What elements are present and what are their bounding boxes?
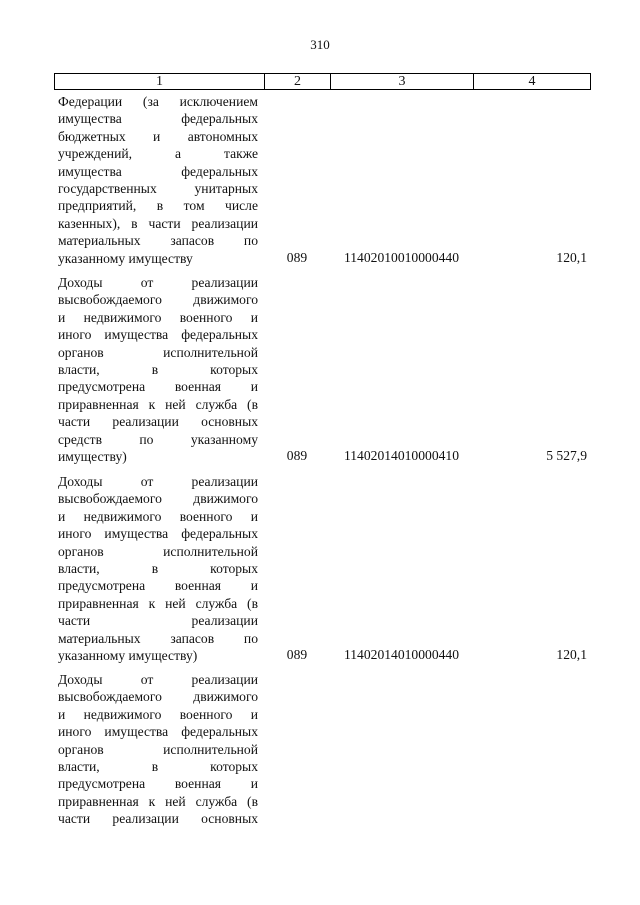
page-number: 310 [310, 37, 330, 52]
description-line: Доходы от реализации [58, 275, 258, 290]
description-line: иного имущества федеральных [58, 724, 258, 740]
admin-code: 089 [286, 250, 308, 265]
header-col-4: 4 [474, 74, 591, 90]
kbk-code: 11402014010000410 [343, 448, 460, 463]
header-col-2: 2 [265, 74, 331, 90]
description-line: власти, в которых [58, 362, 258, 378]
description-line: и недвижимого военного и [58, 309, 258, 325]
description-line: материальных запасов по [58, 630, 258, 646]
row-description [58, 473, 258, 664]
description-line: приравненная к ней служба (в [58, 793, 258, 809]
header-col-1: 1 [55, 74, 265, 90]
admin-code: 089 [286, 448, 308, 463]
description-line: имуществу) [58, 449, 127, 465]
description-line: высвобождаемого движимого [58, 491, 258, 507]
description-line: части реализации основных [58, 414, 258, 430]
description-line: имущества федеральных [58, 163, 258, 179]
amount: 120,1 [556, 647, 587, 662]
row-description [58, 671, 258, 828]
kbk-code: 11402010010000440 [343, 250, 460, 265]
description-line: высвобождаемого движимого [58, 689, 258, 705]
description-line: органов исполнительной [58, 741, 258, 757]
description-line: и недвижимого военного и [58, 508, 258, 524]
description-line: бюджетных и автономных [58, 128, 258, 144]
description-line: указанному имуществу [58, 250, 193, 266]
description-line: власти, в которых [58, 561, 258, 577]
amount: 120,1 [556, 250, 587, 265]
description-line: власти, в которых [58, 759, 258, 775]
description-line: иного имущества федеральных [58, 526, 258, 542]
amount: 5 527,9 [546, 448, 587, 463]
description-line: части реализации [58, 613, 258, 629]
description-line: предусмотрена военная и [58, 379, 258, 395]
description-line: указанному имуществу) [58, 648, 198, 664]
description-line: имущества федеральных [58, 111, 258, 127]
description-line: высвобождаемого движимого [58, 292, 258, 308]
row-description [58, 93, 258, 267]
description-line: учреждений, а также [58, 146, 258, 162]
description-line: части реализации основных [58, 811, 258, 827]
description-line: средств по указанному [58, 431, 258, 447]
row-description [58, 274, 258, 465]
header-col-3: 3 [331, 74, 474, 90]
description-line: Доходы от реализации [58, 672, 258, 687]
description-line: материальных запасов по [58, 233, 258, 249]
description-line: иного имущества федеральных [58, 327, 258, 343]
description-line: приравненная к ней служба (в [58, 595, 258, 611]
table-header [54, 73, 591, 90]
description-line: казенных), в части реализации [58, 215, 258, 231]
description-line: Федерации (за исключением [58, 94, 258, 109]
description-line: предусмотрена военная и [58, 776, 258, 792]
description-line: органов исполнительной [58, 543, 258, 559]
description-line: предприятий, в том числе [58, 198, 258, 214]
description-line: органов исполнительной [58, 344, 258, 360]
description-line: Доходы от реализации [58, 474, 258, 489]
description-line: и недвижимого военного и [58, 706, 258, 722]
description-line: предусмотрена военная и [58, 578, 258, 594]
admin-code: 089 [286, 647, 308, 662]
description-line: государственных унитарных [58, 181, 258, 197]
kbk-code: 11402014010000440 [343, 647, 460, 662]
description-line: приравненная к ней служба (в [58, 396, 258, 412]
